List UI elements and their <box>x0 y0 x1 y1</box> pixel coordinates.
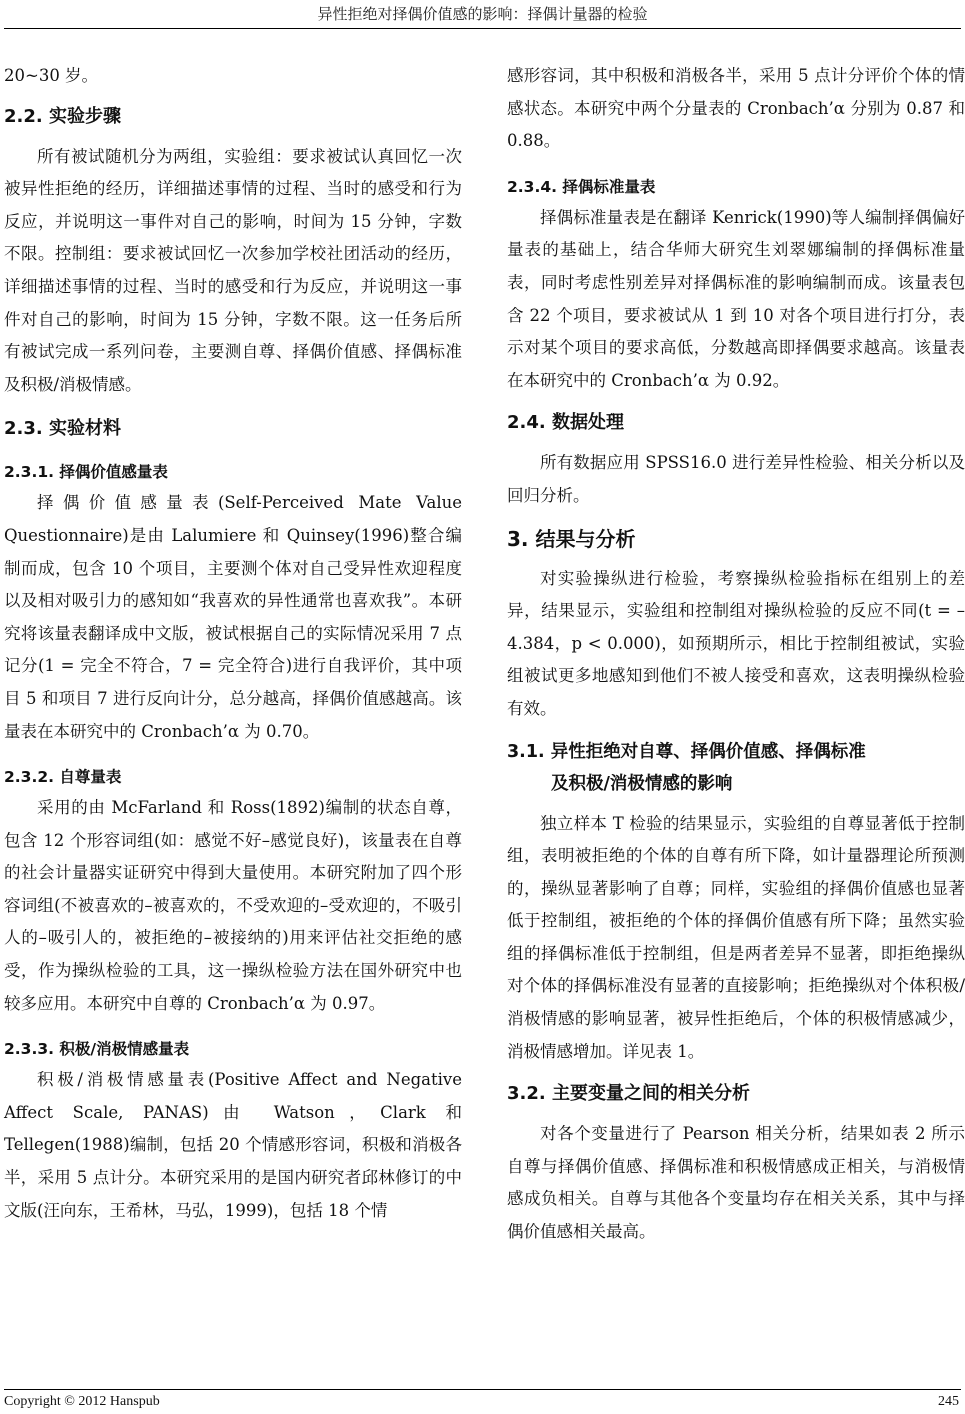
panas-continued-paragraph: 感形容词，其中积极和消极各半，采用 5 点计分评价个体的情感状态。本研究中两个分量表的 Cronbach’α 分别为 0.87 和 0.88。 <box>507 66 965 151</box>
section-3-1-heading-line1: 3.1. 异性拒绝对自尊、择偶价值感、择偶标准 <box>507 741 866 762</box>
right-column <box>507 60 965 1249</box>
header-rule <box>4 28 961 29</box>
panas-paragraph: 积极/消极情感量表(Positive Affect and Negative Affect Scale, PANAS)由 Watson，Clark 和 Tellegen(1988)编制，包括 20 个情感形容词，积极和消极各半，采用 5 点计分。本研究采用的是国内研究者邱林修订的中文版(汪向东，王希林，马弘，1999)，包括 18 个情 <box>4 1070 462 1220</box>
section-2-3-2-heading: 2.3.2. 自尊量表 <box>4 768 122 787</box>
section-2-4-heading: 2.4. 数据处理 <box>507 412 624 434</box>
t-test-paragraph: 独立样本 T 检验的结果显示，实验组的自尊显著低于控制组，表明被拒绝的个体的自尊有所下降，如计量器理论所预测的，操纵显著影响了自尊；同样，实验组的择偶价值感也显著低于控制组，被拒绝的个体的择偶价值感有所下降；虽然实验组的择偶标准低于控制组，但是两者差异不显著，即拒绝操纵对个体的择偶标准没有显著的直接影响；拒绝操纵对个体积极/消极情感的影响显著，被异性拒绝后，个体的积极情感减少，消极情感增加。详见表 1。 <box>507 813 965 1061</box>
manipulation-check-paragraph: 对实验操纵进行检验，考察操纵检验指标在组别上的差异，结果显示，实验组和控制组对操纵检验的反应不同(t = –4.384，p < 0.000)，如预期所示，相比于控制组被试，实验组被试更多地感知到他们不被人接受和喜欢，这表明操纵检验有效。 <box>507 568 965 718</box>
self-esteem-paragraph: 采用的由 McFarland 和 Ross(1892)编制的状态自尊，包含 12 个形容词组(如：感觉不好–感觉良好)，该量表在自尊的社会计量器实证研究中得到大量使用。本研究附加了四个形容词组(不被喜欢的–被喜欢的，不受欢迎的–受欢迎的，不吸引人的–吸引人的，被拒绝的–被接纳的)用来评估社交拒绝的感受，作为操纵检验的工具，这一操纵检验方法在国外研究中也较多应用。本研究中自尊的 Cronbach’α 为 0.97。 <box>4 798 462 1013</box>
data-processing-paragraph: 所有数据应用 SPSS16.0 进行差异性检验、相关分析以及回归分析。 <box>507 453 965 505</box>
section-2-2-heading: 2.2. 实验步骤 <box>4 105 121 127</box>
page-number: 245 <box>938 1394 959 1409</box>
correlation-paragraph: 对各个变量进行了 Pearson 相关分析，结果如表 2 所示自尊与择偶价值感、择偶标准和积极情感成正相关，与消极情感成负相关。自尊与其他各个变量均存在相关关系，其中与择偶价值感相关最高。 <box>507 1124 965 1242</box>
mate-value-paragraph: 择偶价值感量表(Self-Perceived Mate Value Questionnaire)是由 Lalumiere 和 Quinsey(1996)整合编制而成，包含 10 个项目，主要测个体对自己受异性欢迎程度以及相对吸引力的感知如“我喜欢的异性通常也喜欢我”。本研究将该量表翻译成中文版，被试根据自己的实际情况采用 7 点记分(1 = 完全不符合，7 = 完全符合)进行自我评价，其中项目 5 和项目 7 进行反向计分，总分越高，择偶价值感越高。该量表在本研究中的 Cronbach’α 为 0.70。 <box>4 493 462 741</box>
copyright-notice: Copyright © 2012 Hanspub <box>4 1394 160 1409</box>
section-2-3-3-heading: 2.3.3. 积极/消极情感量表 <box>4 1040 190 1059</box>
footer-rule <box>4 1389 961 1390</box>
section-2-3-4-heading: 2.3.4. 择偶标准量表 <box>507 177 656 196</box>
section-2-3-heading: 2.3. 实验材料 <box>4 418 121 440</box>
section-3-1-heading <box>507 736 965 800</box>
section-3-1-heading-line2: 及积极/消极情感的影响 <box>551 773 733 794</box>
section-3-heading: 3. 结果与分析 <box>507 526 636 551</box>
left-column <box>4 60 462 1227</box>
procedure-paragraph: 所有被试随机分为两组，实验组：要求被试认真回忆一次被异性拒绝的经历，详细描述事情的过程、当时的感受和行为反应，并说明这一事件对自己的影响，时间为 15 分钟，字数不限。控制组：要求被试回忆一次参加学校社团活动的经历，详细描述事情的过程、当时的感受和行为反应，并说明这一事件对自己的影响，时间为 15 分钟，字数不限。这一任务后所有被试完成一系列问卷，主要测自尊、择偶价值感、择偶标准及积极/消极情感。 <box>4 146 462 394</box>
section-3-2-heading: 3.2. 主要变量之间的相关分析 <box>507 1083 750 1105</box>
section-2-3-1-heading: 2.3.1. 择偶价值感量表 <box>4 463 168 482</box>
running-title: 异性拒绝对择偶价值感的影响：择偶计量器的检验 <box>317 5 648 23</box>
mate-standard-paragraph: 择偶标准量表是在翻译 Kenrick(1990)等人编制择偶偏好量表的基础上，结合华师大研究生刘翠娜编制的择偶标准量表，同时考虑性别差异对择偶标准的影响编制而成。该量表包含 22 个项目，要求被试从 1 到 10 对各个项目进行打分，表示对某个项目的要求高低，分数越高即择偶要求越高。该量表在本研究中的 Cronbach’α 为 0.92。 <box>507 207 965 390</box>
age-range-text: 20~30 岁。 <box>4 66 99 85</box>
